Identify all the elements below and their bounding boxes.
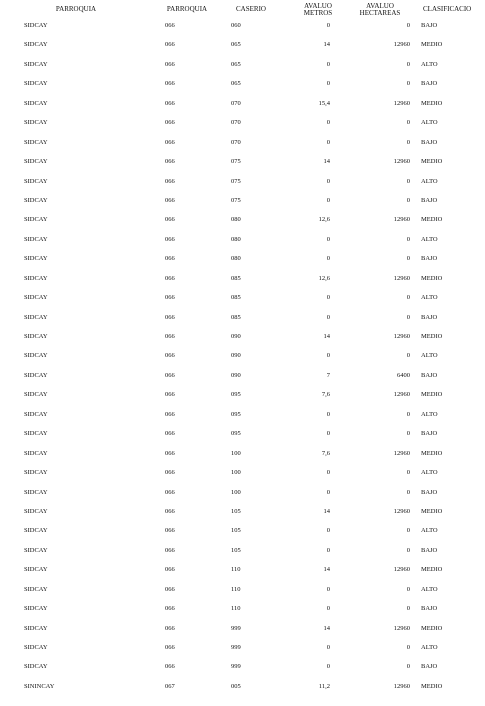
cell-parroquia: SIDCAY	[24, 216, 48, 224]
cell-caserio: 070	[231, 99, 241, 107]
cell-parroquia: SIDCAY	[24, 410, 48, 418]
cell-caserio: 080	[231, 216, 241, 224]
cell-caserio: 105	[231, 527, 241, 535]
cell-clasificacion: ALTO	[421, 119, 438, 127]
cell-avaluo-metros: 14	[323, 333, 330, 340]
table-row	[0, 22, 485, 41]
cell-parroquia: SIDCAY	[24, 430, 48, 438]
cell-caserio: 999	[231, 644, 241, 651]
cell-avaluo-metros: 0	[326, 469, 330, 477]
cell-parroquia-code: 066	[165, 430, 175, 438]
cell-avaluo-metros: 14	[323, 158, 330, 166]
table-row	[0, 294, 485, 313]
header-clasificacion: CLASIFICACIO	[423, 5, 472, 13]
cell-parroquia-code: 066	[165, 22, 175, 29]
cell-caserio: 060	[231, 22, 241, 29]
cell-clasificacion: BAJO	[421, 22, 438, 29]
cell-parroquia-code: 066	[165, 274, 175, 282]
table-row	[0, 391, 485, 410]
cell-caserio: 070	[231, 138, 241, 146]
cell-parroquia: SIDCAY	[24, 624, 48, 632]
cell-clasificacion: ALTO	[421, 60, 438, 68]
header-avaluo-hectareas	[345, 3, 415, 17]
cell-avaluo-metros: 0	[326, 488, 330, 496]
table-row	[0, 411, 485, 430]
cell-avaluo-metros: 12,6	[318, 274, 330, 282]
table-row	[0, 508, 485, 527]
cell-clasificacion: BAJO	[421, 196, 438, 204]
header-parroquia-name: PARROQUIA	[55, 5, 97, 13]
cell-avaluo-metros: 0	[326, 585, 330, 593]
cell-clasificacion: MEDIO	[421, 41, 443, 49]
table-row	[0, 372, 485, 391]
cell-parroquia-code: 066	[165, 177, 175, 185]
cell-parroquia-code: 066	[165, 60, 175, 68]
cell-avaluo-hectareas: 12960	[393, 624, 410, 632]
cell-caserio: 110	[231, 566, 241, 574]
cell-parroquia-code: 066	[165, 391, 175, 399]
cell-clasificacion: MEDIO	[421, 449, 443, 457]
cell-parroquia-code: 066	[165, 605, 175, 613]
cell-caserio: 080	[231, 255, 241, 263]
cell-parroquia-code: 066	[165, 624, 175, 632]
cell-caserio: 075	[231, 196, 241, 204]
cell-avaluo-hectareas: 0	[406, 255, 410, 263]
cell-parroquia: SIDCAY	[24, 313, 48, 321]
cell-parroquia-code: 066	[165, 80, 175, 88]
cell-avaluo-metros: 0	[326, 177, 330, 185]
table-row	[0, 450, 485, 469]
cell-avaluo-hectareas: 0	[406, 60, 410, 68]
cell-clasificacion: ALTO	[421, 527, 438, 535]
cell-avaluo-metros: 0	[326, 119, 330, 127]
table-row	[0, 119, 485, 138]
cell-clasificacion: ALTO	[421, 585, 438, 593]
cell-caserio: 075	[231, 158, 241, 166]
cell-clasificacion: ALTO	[421, 235, 438, 243]
cell-avaluo-metros: 0	[326, 80, 330, 88]
cell-avaluo-hectareas: 0	[406, 605, 410, 613]
cell-parroquia-code: 066	[165, 216, 175, 224]
table-row	[0, 255, 485, 274]
cell-avaluo-metros: 15,4	[318, 99, 330, 107]
cell-caserio: 005	[231, 682, 241, 690]
cell-avaluo-metros: 0	[326, 410, 330, 418]
cell-clasificacion: MEDIO	[421, 274, 443, 282]
cell-clasificacion: BAJO	[421, 138, 438, 146]
cell-avaluo-metros: 0	[326, 644, 330, 651]
cell-avaluo-metros: 0	[326, 313, 330, 321]
table-row	[0, 41, 485, 60]
cell-parroquia-code: 066	[165, 294, 175, 302]
cell-parroquia-code: 066	[165, 352, 175, 360]
cell-parroquia-code: 066	[165, 663, 175, 671]
cell-caserio: 110	[231, 605, 241, 613]
cell-avaluo-hectareas: 0	[406, 488, 410, 496]
table-row	[0, 314, 485, 333]
cell-parroquia-code: 066	[165, 138, 175, 146]
cell-parroquia-code: 066	[165, 158, 175, 166]
cell-clasificacion: MEDIO	[421, 624, 443, 632]
cell-clasificacion: ALTO	[421, 410, 438, 418]
cell-parroquia-code: 066	[165, 99, 175, 107]
table-row	[0, 566, 485, 585]
cell-parroquia: SIDCAY	[24, 352, 48, 360]
cell-clasificacion: ALTO	[421, 177, 438, 185]
cell-avaluo-metros: 14	[323, 566, 330, 574]
table-row	[0, 197, 485, 216]
table-row	[0, 80, 485, 99]
cell-avaluo-hectareas: 0	[406, 235, 410, 243]
header-avaluo-hectareas-line1: AVALUO	[366, 2, 394, 10]
table-row	[0, 430, 485, 449]
cell-avaluo-metros: 0	[326, 255, 330, 263]
cell-avaluo-metros: 0	[326, 294, 330, 302]
cell-avaluo-hectareas: 0	[406, 585, 410, 593]
cell-avaluo-hectareas: 12960	[393, 158, 410, 166]
cell-clasificacion: ALTO	[421, 469, 438, 477]
cell-caserio: 095	[231, 410, 241, 418]
cell-clasificacion: ALTO	[421, 294, 438, 302]
header-avaluo-metros-line2: METROS	[303, 9, 333, 17]
cell-caserio: 070	[231, 119, 241, 127]
cell-caserio: 065	[231, 60, 241, 68]
cell-parroquia: SIDCAY	[24, 235, 48, 243]
cell-avaluo-metros: 0	[326, 546, 330, 554]
table-row	[0, 489, 485, 508]
table-row	[0, 158, 485, 177]
cell-avaluo-hectareas: 0	[406, 469, 410, 477]
table-row	[0, 469, 485, 488]
cell-parroquia-code: 066	[165, 644, 175, 651]
cell-avaluo-hectareas: 0	[406, 410, 410, 418]
cell-avaluo-metros: 0	[326, 663, 330, 671]
table-row	[0, 605, 485, 624]
cell-avaluo-hectareas: 0	[406, 138, 410, 146]
cell-clasificacion: MEDIO	[421, 566, 443, 574]
cell-parroquia: SIDCAY	[24, 449, 48, 457]
table-row	[0, 644, 485, 663]
cell-clasificacion: MEDIO	[421, 99, 443, 107]
cell-avaluo-hectareas: 12960	[393, 566, 410, 574]
cell-parroquia: SIDCAY	[24, 546, 48, 554]
table-row	[0, 663, 485, 682]
cell-parroquia: SIDCAY	[24, 644, 48, 651]
cell-clasificacion: MEDIO	[421, 507, 443, 515]
cell-parroquia: SIDCAY	[24, 80, 48, 88]
cell-caserio: 095	[231, 430, 241, 438]
header-avaluo-metros-line1: AVALUO	[304, 2, 332, 10]
cell-avaluo-hectareas: 0	[406, 294, 410, 302]
cell-avaluo-hectareas: 0	[406, 313, 410, 321]
cell-caserio: 095	[231, 391, 241, 399]
cell-parroquia: SININCAY	[24, 682, 55, 690]
cell-parroquia-code: 066	[165, 566, 175, 574]
cell-caserio: 085	[231, 313, 241, 321]
cell-caserio: 105	[231, 546, 241, 554]
cell-parroquia: SIDCAY	[24, 333, 48, 340]
cell-caserio: 100	[231, 469, 241, 477]
cell-avaluo-metros: 14	[323, 507, 330, 515]
cell-caserio: 999	[231, 663, 241, 671]
cell-caserio: 090	[231, 333, 241, 340]
cell-clasificacion: BAJO	[421, 546, 438, 554]
cell-parroquia: SIDCAY	[24, 507, 48, 515]
cell-avaluo-hectareas: 0	[406, 546, 410, 554]
header-avaluo-hectareas-line2: HECTAREAS	[359, 9, 401, 17]
cell-avaluo-hectareas: 0	[406, 22, 410, 29]
cell-avaluo-hectareas: 12960	[393, 682, 410, 690]
cell-avaluo-hectareas: 0	[406, 430, 410, 438]
cell-parroquia: SIDCAY	[24, 22, 48, 29]
cell-parroquia: SIDCAY	[24, 488, 48, 496]
cell-avaluo-metros: 14	[323, 624, 330, 632]
cell-avaluo-hectareas: 12960	[393, 449, 410, 457]
cell-parroquia: SIDCAY	[24, 469, 48, 477]
cell-caserio: 085	[231, 274, 241, 282]
cell-caserio: 100	[231, 488, 241, 496]
cell-parroquia: SIDCAY	[24, 274, 48, 282]
table-row	[0, 178, 485, 197]
cell-parroquia-code: 066	[165, 507, 175, 515]
cell-avaluo-metros: 11,2	[318, 682, 330, 690]
table-row	[0, 275, 485, 294]
cell-parroquia-code: 066	[165, 235, 175, 243]
cell-parroquia-code: 066	[165, 41, 175, 49]
cell-caserio: 085	[231, 294, 241, 302]
cell-parroquia-code: 066	[165, 255, 175, 263]
cell-parroquia-code: 066	[165, 410, 175, 418]
cell-parroquia-code: 066	[165, 469, 175, 477]
cell-parroquia-code: 066	[165, 119, 175, 127]
cell-parroquia: SIDCAY	[24, 527, 48, 535]
cell-avaluo-hectareas: 12960	[393, 216, 410, 224]
cell-avaluo-hectareas: 0	[406, 80, 410, 88]
cell-clasificacion: MEDIO	[421, 682, 443, 690]
cell-parroquia-code: 066	[165, 527, 175, 535]
cell-caserio: 105	[231, 507, 241, 515]
cell-clasificacion: BAJO	[421, 371, 438, 379]
cell-avaluo-metros: 0	[326, 138, 330, 146]
cell-avaluo-hectareas: 0	[406, 527, 410, 535]
cell-avaluo-metros: 14	[323, 41, 330, 49]
cell-avaluo-hectareas: 0	[406, 196, 410, 204]
cell-parroquia: SIDCAY	[24, 605, 48, 613]
cell-parroquia: SIDCAY	[24, 255, 48, 263]
cell-avaluo-hectareas: 0	[406, 663, 410, 671]
cell-caserio: 090	[231, 352, 241, 360]
cell-parroquia: SIDCAY	[24, 41, 48, 49]
cell-clasificacion: BAJO	[421, 80, 438, 88]
cell-clasificacion: MEDIO	[421, 216, 443, 224]
cell-avaluo-hectareas: 6400	[397, 371, 410, 379]
cell-avaluo-metros: 0	[326, 22, 330, 29]
cell-clasificacion: BAJO	[421, 605, 438, 613]
cell-parroquia: SIDCAY	[24, 566, 48, 574]
table-row	[0, 625, 485, 644]
cell-avaluo-metros: 7	[326, 371, 330, 379]
cell-caserio: 100	[231, 449, 241, 457]
table-row	[0, 139, 485, 158]
cell-avaluo-hectareas: 12960	[393, 41, 410, 49]
cell-avaluo-metros: 0	[326, 352, 330, 360]
cell-parroquia: SIDCAY	[24, 99, 48, 107]
cell-avaluo-hectareas: 0	[406, 644, 410, 651]
cell-parroquia-code: 067	[165, 682, 175, 690]
cell-parroquia: SIDCAY	[24, 371, 48, 379]
cell-avaluo-metros: 0	[326, 235, 330, 243]
cell-avaluo-hectareas: 12960	[393, 274, 410, 282]
cell-parroquia: SIDCAY	[24, 60, 48, 68]
table-row	[0, 100, 485, 119]
cell-parroquia: SIDCAY	[24, 196, 48, 204]
cell-parroquia: SIDCAY	[24, 585, 48, 593]
header-caserio: CASERIO	[236, 5, 266, 13]
cell-parroquia-code: 066	[165, 546, 175, 554]
cell-caserio: 065	[231, 41, 241, 49]
table-row	[0, 236, 485, 255]
cell-parroquia: SIDCAY	[24, 138, 48, 146]
cell-avaluo-metros: 12,6	[318, 216, 330, 224]
cell-parroquia-code: 066	[165, 196, 175, 204]
table-body	[0, 22, 485, 702]
cell-parroquia-code: 066	[165, 488, 175, 496]
cell-clasificacion: ALTO	[421, 352, 438, 360]
cell-avaluo-hectareas: 0	[406, 177, 410, 185]
cell-parroquia: SIDCAY	[24, 177, 48, 185]
cell-avaluo-metros: 0	[326, 60, 330, 68]
cell-parroquia: SIDCAY	[24, 119, 48, 127]
cell-parroquia: SIDCAY	[24, 294, 48, 302]
cell-avaluo-hectareas: 12960	[393, 333, 410, 340]
cell-clasificacion: MEDIO	[421, 333, 443, 340]
cell-parroquia: SIDCAY	[24, 158, 48, 166]
cell-caserio: 065	[231, 80, 241, 88]
cell-parroquia: SIDCAY	[24, 391, 48, 399]
cell-avaluo-hectareas: 12960	[393, 507, 410, 515]
cell-caserio: 110	[231, 585, 241, 593]
cell-parroquia-code: 066	[165, 585, 175, 593]
cell-caserio: 999	[231, 624, 241, 632]
cell-clasificacion: MEDIO	[421, 158, 443, 166]
cell-avaluo-metros: 0	[326, 430, 330, 438]
cell-avaluo-metros: 7,6	[321, 449, 330, 457]
cell-avaluo-hectareas: 0	[406, 352, 410, 360]
cell-caserio: 080	[231, 235, 241, 243]
table-row	[0, 352, 485, 371]
cell-parroquia-code: 066	[165, 313, 175, 321]
cell-avaluo-metros: 7,6	[321, 391, 330, 399]
table-row	[0, 527, 485, 546]
table-row	[0, 547, 485, 566]
cell-clasificacion: BAJO	[421, 430, 438, 438]
header-parroquia-code: PARROQUIA	[166, 5, 208, 13]
cell-parroquia: SIDCAY	[24, 663, 48, 671]
cell-avaluo-hectareas: 12960	[393, 99, 410, 107]
cell-caserio: 075	[231, 177, 241, 185]
table-row	[0, 586, 485, 605]
header-avaluo-metros	[296, 3, 340, 17]
cell-parroquia-code: 066	[165, 371, 175, 379]
cell-clasificacion: BAJO	[421, 488, 438, 496]
table-row	[0, 61, 485, 80]
cell-avaluo-hectareas: 0	[406, 119, 410, 127]
cell-avaluo-metros: 0	[326, 527, 330, 535]
cell-avaluo-metros: 0	[326, 605, 330, 613]
cell-clasificacion: BAJO	[421, 663, 438, 671]
cell-clasificacion: ALTO	[421, 644, 438, 651]
cell-parroquia-code: 066	[165, 333, 175, 340]
table-row	[0, 333, 485, 352]
table-row	[0, 683, 485, 702]
cell-clasificacion: MEDIO	[421, 391, 443, 399]
cell-avaluo-hectareas: 12960	[393, 391, 410, 399]
cell-clasificacion: BAJO	[421, 313, 438, 321]
cell-clasificacion: BAJO	[421, 255, 438, 263]
cell-parroquia-code: 066	[165, 449, 175, 457]
table-row	[0, 216, 485, 235]
cell-avaluo-metros: 0	[326, 196, 330, 204]
cell-caserio: 090	[231, 371, 241, 379]
